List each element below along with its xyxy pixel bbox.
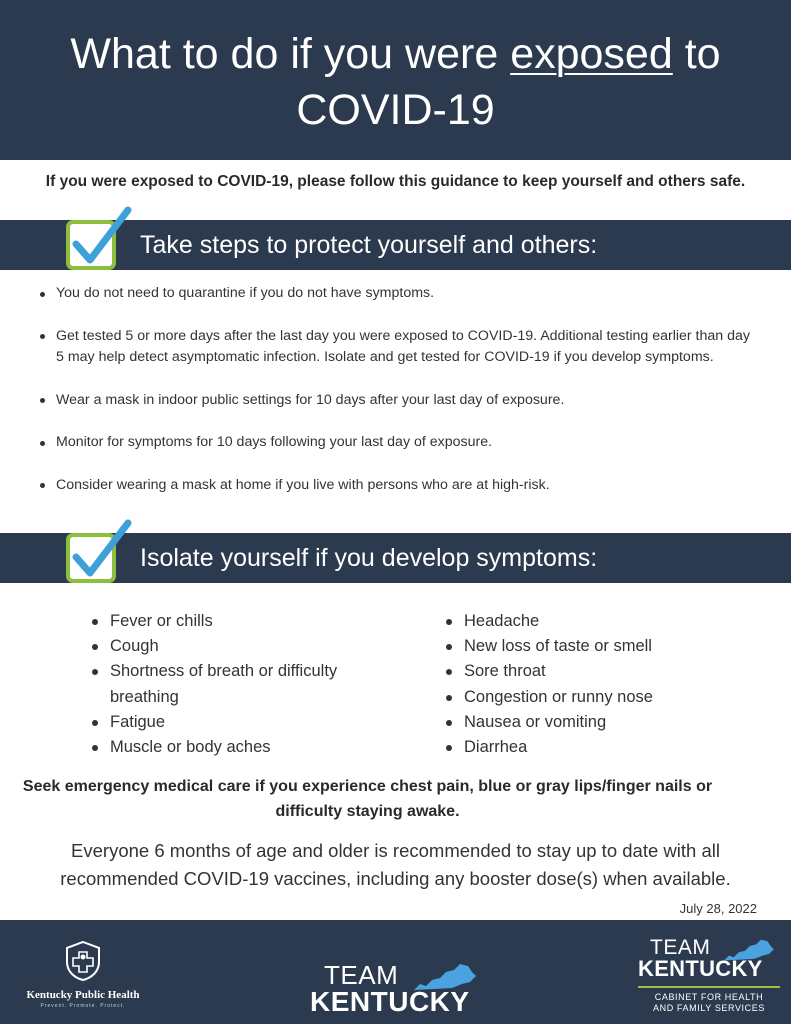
symptom-item: Headache: [444, 609, 744, 634]
checkmark-icon: [64, 206, 132, 272]
emergency-notice: Seek emergency medical care if you experience chest pain, blue or gray lips/finger nails or difficulty staying awake.: [22, 778, 713, 820]
team-kentucky-top: TEAM: [324, 960, 399, 990]
symptom-item: Fatigue: [90, 710, 380, 735]
title-emphasis: exposed: [510, 30, 673, 78]
section-header-protect: [0, 220, 791, 270]
protect-step-item: Wear a mask in indoor public settings for 10 days after your last day of exposure.: [36, 390, 761, 412]
symptom-item: Diarrhea: [444, 735, 744, 760]
kph-name: Kentucky Public Health: [26, 989, 140, 1001]
protect-step-item: Consider wearing a mask at home if you live with persons who are at high-risk.: [36, 475, 761, 497]
page-title: [0, 0, 791, 138]
footer-banner: [0, 920, 791, 1024]
team-kentucky-bottom: KENTUCKY: [310, 986, 470, 1017]
symptoms-list-left: [90, 609, 380, 760]
section-title-protect: Take steps to protect yourself and others:: [140, 231, 598, 259]
team-kentucky-bottom: KENTUCKY: [638, 956, 763, 981]
symptoms-list-right: [444, 609, 744, 760]
symptom-item: Shortness of breath or difficulty breathing: [90, 659, 380, 709]
kentucky-public-health-logo: [18, 940, 148, 1009]
section-title-isolate: Isolate yourself if you develop symptoms:: [140, 544, 598, 572]
protect-step-item: Monitor for symptoms for 10 days following your last day of exposure.: [36, 432, 761, 454]
checkmark-icon: [64, 519, 132, 585]
title-part2: to: [672, 30, 721, 78]
cabinet-line1: CABINET FOR HEALTH: [654, 992, 764, 1002]
vaccine-recommendation: Everyone 6 months of age and older is recommended to stay up to date with all recommended COVID-19 vaccines, including any booster dose(s) when available.: [60, 840, 731, 889]
publication-date: July 28, 2022: [679, 901, 757, 916]
shield-cross-icon: [63, 940, 103, 982]
protect-steps-list: [36, 283, 761, 517]
symptom-item: Fever or chills: [90, 609, 380, 634]
symptom-item: Sore throat: [444, 659, 744, 684]
symptom-item: Muscle or body aches: [90, 735, 380, 760]
section-header-isolate: [0, 533, 791, 583]
team-kentucky-top: TEAM: [650, 936, 711, 959]
accent-divider: [638, 986, 780, 988]
symptom-item: Congestion or runny nose: [444, 685, 744, 710]
cabinet-name: [638, 992, 780, 1014]
team-kentucky-chfs-logo: [630, 936, 780, 1016]
cabinet-line2: AND FAMILY SERVICES: [653, 1003, 765, 1013]
title-line2: COVID-19: [296, 86, 495, 134]
title-part1: What to do if you were: [70, 30, 511, 78]
symptom-item: New loss of taste or smell: [444, 634, 744, 659]
symptom-item: Cough: [90, 634, 380, 659]
header-banner: [0, 0, 791, 160]
intro-text: If you were exposed to COVID-19, please follow this guidance to keep yourself and others safe.: [45, 173, 746, 190]
symptom-item: Nausea or vomiting: [444, 710, 744, 735]
team-kentucky-logo: [300, 958, 490, 1018]
kph-tagline: Prevent. Promote. Protect.: [40, 1003, 126, 1009]
protect-step-item: Get tested 5 or more days after the last day you were exposed to COVID-19. Additional testing earlier than day 5 may help detect asymptomatic infection. Isolate and get tested for COVID-19 if you develop symptoms.: [36, 326, 761, 369]
protect-step-item: You do not need to quarantine if you do not have symptoms.: [36, 283, 761, 305]
